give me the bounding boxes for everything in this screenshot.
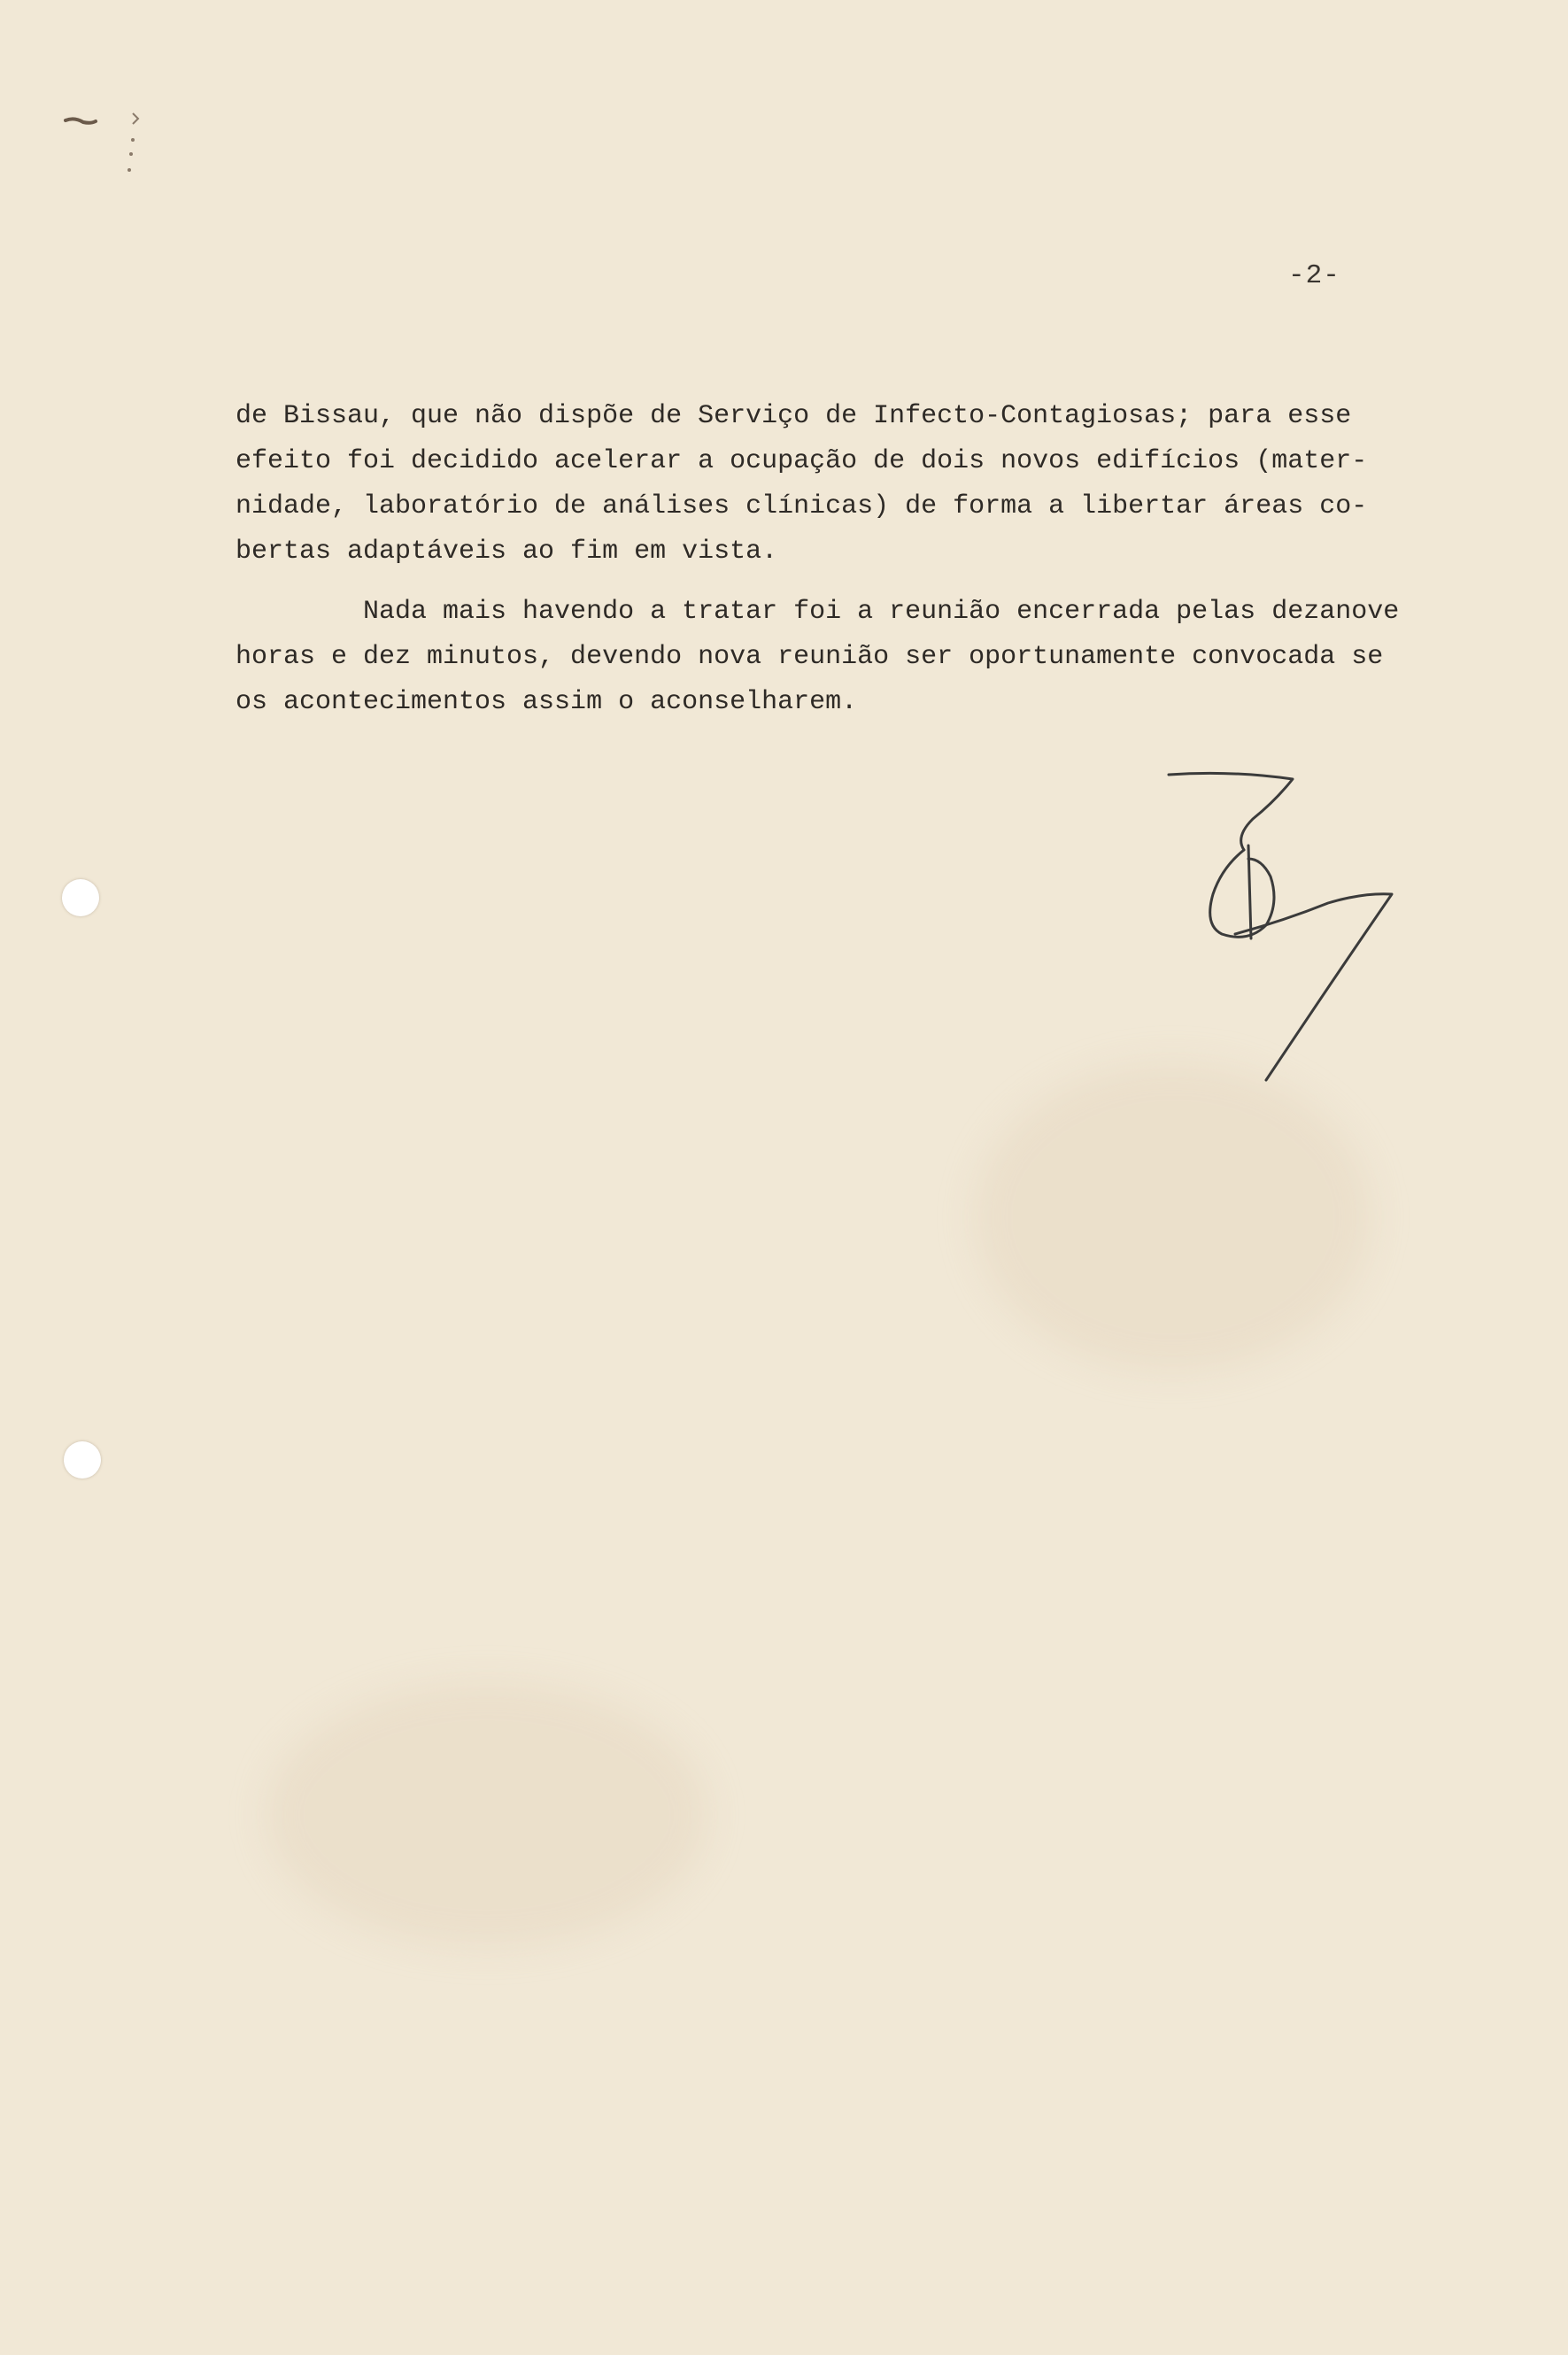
corner-ink-mark <box>58 104 156 184</box>
paragraph-2 <box>236 590 1404 725</box>
punch-hole <box>64 1441 101 1479</box>
text-line: os acontecimentos assim o aconselharem. <box>236 687 858 717</box>
punch-hole <box>62 879 99 916</box>
paper-stain <box>266 1682 708 1948</box>
text-line: bertas adaptáveis ao fim em vista. <box>236 537 778 567</box>
text-line: horas e dez minutos, devendo nova reunião ser oportunamente convocada se <box>236 642 1384 672</box>
text-line: nidade, laboratório de análises clínicas) de forma a libertar áreas co- <box>236 491 1368 521</box>
paper-stain <box>974 1062 1372 1372</box>
signature <box>1160 761 1417 1089</box>
text-line: efeito foi decidido acelerar a ocupação de dois novos edifícios (mater- <box>236 446 1368 476</box>
page-number: -2- <box>1288 260 1340 291</box>
text-line: de Bissau, que não dispõe de Serviço de Infecto-Contagiosas; para esse <box>236 401 1352 431</box>
text-line: Nada mais havendo a tratar foi a reunião encerrada pelas dezanove <box>236 597 1400 627</box>
paragraph-1 <box>236 394 1404 575</box>
